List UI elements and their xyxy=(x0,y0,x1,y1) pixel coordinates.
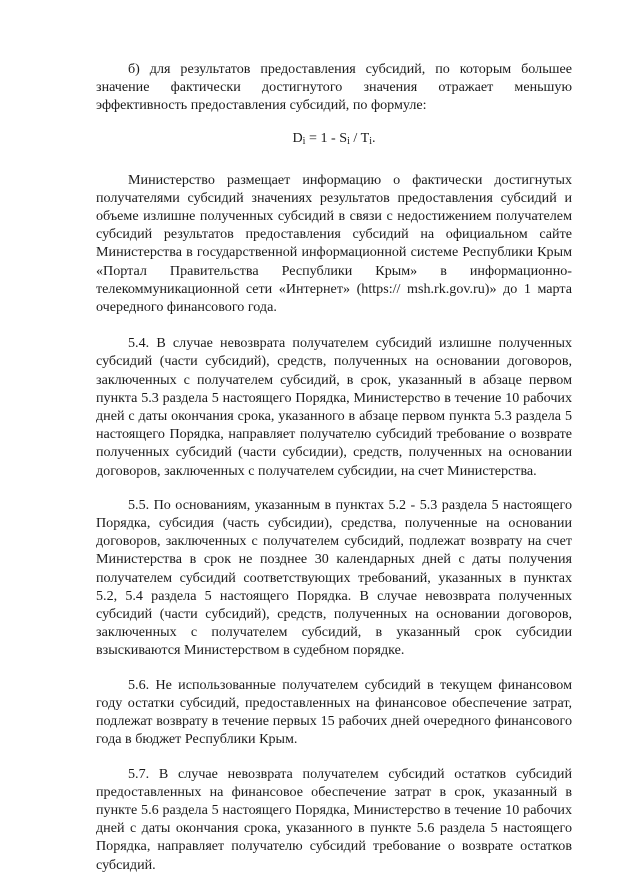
formula-end: . xyxy=(371,129,376,146)
paragraph-5-7: 5.7. В случае невозврата получателем субсидий остатков субсидий предоставленных на финансовое обеспечение затрат в срок, указанный в пункте 5.6 раздела 5 настоящего Порядка, Министерство в течение 10 рабочих дней с даты окончания срока, указанного в пункте 5.6 раздела 5 настоящего Порядка, направляет получателю субсидий требование о возврате остатков субсидий. xyxy=(96,765,572,873)
formula-t-sub: i xyxy=(369,135,372,147)
formula-s-sub: i xyxy=(347,135,350,147)
paragraph-ministry-info: Министерство размещает информацию о фактически достигнутых получателями субсидий значениях результатов предоставления субсидий и объеме излишне полученных субсидий в связи с недостижением получателем субсидий результатов предоставления субсидий на официальном сайте Министерства в государственной информационной системе Республики Крым «Портал Правительства Республики Крым» в информационно-телекоммуникационной сети «Интернет» (https:// msh.rk.gov.ru)» до 1 марта очередного финансового года. xyxy=(96,171,572,316)
paragraph-5-6: 5.6. Не использованные получателем субсидий в текущем финансовом году остатки субсидий, предоставленных на финансовое обеспечение затрат, подлежат возврату в течение первых 15 рабочих дней очередного финансового года в бюджет Республики Крым. xyxy=(96,676,572,748)
paragraph-formula-intro: б) для результатов предоставления субсидий, по которым большее значение фактически достигнутого значения отражает меньшую эффективность предоставления субсидий, по формуле: xyxy=(96,61,572,114)
formula xyxy=(96,129,572,151)
formula-div: / T xyxy=(349,129,370,146)
formula-eq: = 1 - S xyxy=(305,129,348,146)
formula-lhs: D xyxy=(292,129,303,146)
paragraph-5-5: 5.5. По основаниям, указанным в пунктах 5.2 - 5.3 раздела 5 настоящего Порядка, субсидия (часть субсидии), средства, полученные на основании договоров, заключенных с получателем субсидий, подлежат возврату на счет Министерства в срок не позднее 30 календарных дней с даты получения получателем субсидий соответствующих требований, указанных в пунктах 5.2, 5.4 раздела 5 настоящего Порядка. В случае невозврата полученных субсидий (части субсидий), средств, полученных на основании договоров, заключенных с получателем субсидий, в указанный срок субсидии взыскиваются Министерством в судебном порядке. xyxy=(96,496,572,659)
formula-lhs-sub: i xyxy=(302,135,306,147)
paragraph-5-4: 5.4. В случае невозврата получателем субсидий излишне полученных субсидий (части субсидий), средств, полученных на основании договоров, заключенных с получателем субсидий, в срок, указанный в абзаце первом пункта 5.3 раздела 5 настоящего Порядка, Министерство в течение 10 рабочих дней с даты окончания срока, указанного в абзаце первом пункта 5.3 раздела 5 настоящего Порядка, направляет получателю субсидий требование о возврате полученных субсидий (части субсидии), средств, полученных на основании договоров, заключенных с получателем субсидии, на счет Министерства. xyxy=(96,335,572,479)
